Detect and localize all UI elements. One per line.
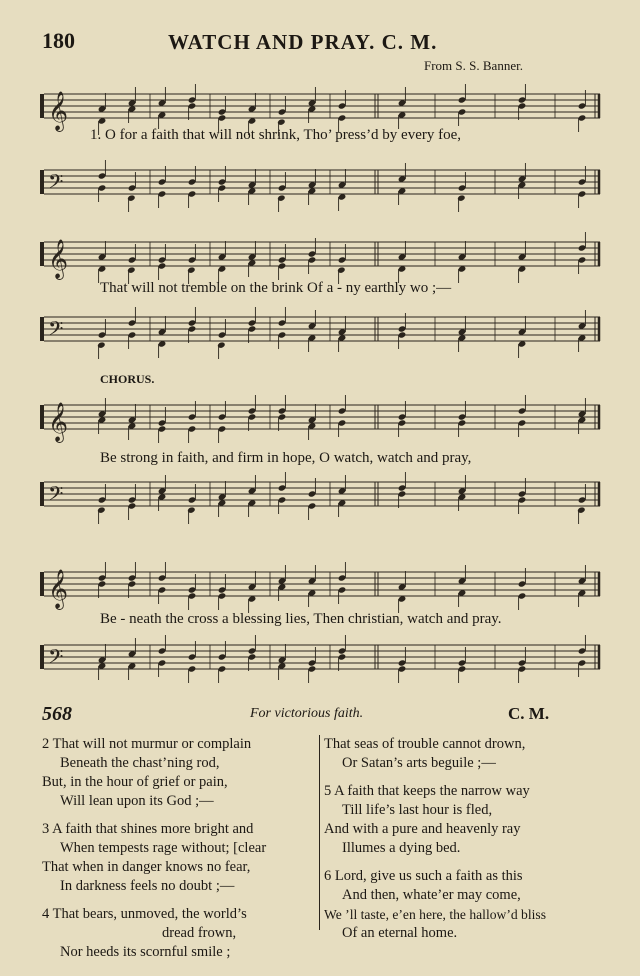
treble-clef-icon: 𝄞 — [48, 402, 69, 442]
system-bar — [40, 94, 44, 118]
system-bar — [40, 405, 44, 429]
system-bar — [40, 242, 44, 266]
lyric-line: That will not tremble on the brink Of a - ny earthly wo ;— — [100, 280, 452, 296]
hymn-title: WATCH AND PRAY. C. M. — [168, 30, 438, 54]
lyric-line: Be strong in faith, and firm in hope, O watch, watch and pray, — [100, 450, 472, 466]
system-bar — [40, 317, 44, 341]
music-staff-bass — [40, 633, 604, 693]
verse-line: Beneath the chast’ning rod, — [60, 755, 220, 771]
verse-line: Illumes a dying bed. — [342, 840, 461, 856]
treble-clef-icon: 𝄞 — [48, 569, 69, 609]
verse-line: 2 That will not murmur or complain — [42, 736, 252, 752]
hymn-meter: C. M. — [508, 704, 550, 723]
system-bar — [40, 572, 44, 596]
column-divider — [319, 735, 320, 930]
verse-line: And with a pure and heavenly ray — [324, 821, 521, 837]
verse-line: 4 That bears, unmoved, the world’s — [42, 906, 247, 922]
lyric-line: 1. O for a faith that will not shrink, Tho’ press’d by every foe, — [90, 127, 462, 143]
bass-clef-icon: 𝄢 — [48, 317, 64, 345]
music-staff-bass — [40, 158, 604, 218]
verse-line: That when in danger knows no fear, — [42, 859, 251, 875]
verse-line: Of an eternal home. — [342, 925, 458, 941]
verse-line: Till life’s last hour is fled, — [342, 802, 493, 818]
treble-clef-icon: 𝄞 — [48, 91, 69, 131]
system-bar — [40, 645, 44, 669]
music-staff-treble — [40, 393, 604, 453]
source-credit: From S. S. Banner. — [424, 58, 523, 73]
chorus-label: CHORUS. — [100, 372, 155, 386]
verse-line: Will lean upon its God ;— — [60, 793, 214, 809]
verse-line: 6 Lord, give us such a faith as this — [324, 868, 523, 884]
verse-line: That seas of trouble cannot drown, — [324, 736, 526, 752]
music-staff-bass — [40, 470, 604, 530]
system-bar — [40, 482, 44, 506]
verse-line: 3 A faith that shines more bright and — [42, 821, 254, 837]
hymn-subtitle: For victorious faith. — [250, 706, 364, 721]
lyric-line: Be - neath the cross a blessing lies, Then christian, watch and pray. — [100, 611, 502, 627]
hymn-number: 568 — [42, 703, 72, 725]
system-bar — [40, 170, 44, 194]
verse-line: In darkness feels no doubt ;— — [60, 878, 235, 894]
verse-line: Or Satan’s arts beguile ;— — [342, 755, 496, 771]
verse-line: And then, whate’er may come, — [342, 887, 521, 903]
verse-line: We ’ll taste, e’en here, the hallow’d bliss — [324, 907, 546, 922]
verse-line: dread frown, — [162, 925, 237, 941]
verse-column-right — [324, 735, 609, 943]
verse-line: Nor heeds its scornful smile ; — [60, 944, 231, 960]
verse-line: 5 A faith that keeps the narrow way — [324, 783, 530, 799]
bass-clef-icon: 𝄢 — [48, 645, 64, 673]
page-number: 180 — [42, 28, 75, 53]
treble-clef-icon: 𝄞 — [48, 239, 69, 279]
verse-line: But, in the hour of grief or pain, — [42, 774, 228, 790]
bass-clef-icon: 𝄢 — [48, 170, 64, 198]
verse-column-left — [42, 735, 317, 962]
bass-clef-icon: 𝄢 — [48, 482, 64, 510]
music-staff-bass — [40, 305, 604, 365]
verse-line: When tempests rage without; [clear — [60, 840, 267, 856]
